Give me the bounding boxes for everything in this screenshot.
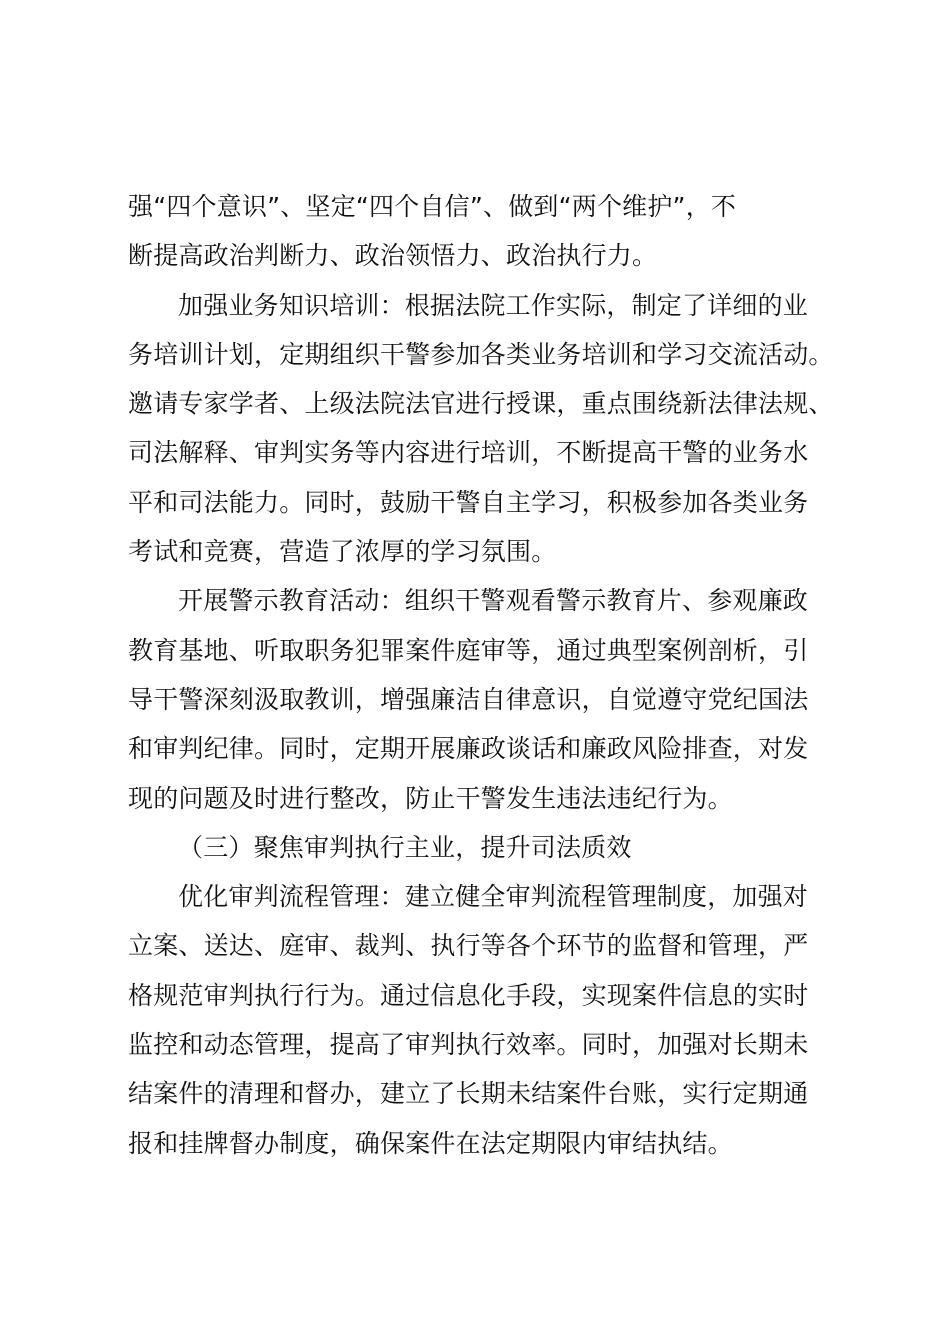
body-text (128, 182, 838, 1168)
text-line: 邀请专家学者、上级法院法官进行授课，重点围绕新法律法规、 (128, 389, 834, 419)
text-line: 结案件的清理和督办，建立了长期未结案件台账，实行定期通 (128, 1079, 809, 1109)
text-line: 报和挂牌督办制度，确保案件在法定期限内审结执结。 (128, 1128, 733, 1158)
text-line: 现的问题及时进行整改，防止干警发生违法违纪行为。 (128, 783, 733, 813)
paragraph-first-line: 加强业务知识培训：根据法院工作实际，制定了详细的业 (178, 290, 809, 320)
text-line: 考试和竞赛，营造了浓厚的学习氛围。 (128, 537, 557, 567)
text-line: 格规范审判执行行为。通过信息化手段，实现案件信息的实时 (128, 980, 809, 1010)
text-line: 和审判纪律。同时，定期开展廉政谈话和廉政风险排查，对发 (128, 734, 809, 764)
text-line: 强“四个意识”、坚定“四个自信”、做到“两个维护”，不 (128, 192, 737, 221)
section-heading: （三）聚焦审判执行主业，提升司法质效 (178, 832, 632, 862)
paragraph-first-line: 开展警示教育活动：组织干警观看警示教育片、参观廉政 (178, 586, 809, 616)
text-line: 平和司法能力。同时，鼓励干警自主学习，积极参加各类业务 (128, 487, 809, 517)
text-line: 断提高政治判断力、政治领悟力、政治执行力。 (128, 241, 658, 271)
text-line: 司法解释、审判实务等内容进行培训，不断提高干警的业务水 (128, 438, 809, 468)
text-line: 教育基地、听取职务犯罪案件庭审等，通过典型案例剖析，引 (128, 635, 809, 665)
text-line: 立案、送达、庭审、裁判、执行等各个环节的监督和管理，严 (128, 931, 809, 961)
text-line: 监控和动态管理，提高了审判执行效率。同时，加强对长期未 (128, 1030, 809, 1060)
text-line: 导干警深刻汲取教训，增强廉洁自律意识，自觉遵守党纪国法 (128, 684, 809, 714)
text-line: 务培训计划，定期组织干警参加各类业务培训和学习交流活动。 (128, 339, 834, 369)
paragraph-first-line: 优化审判流程管理：建立健全审判流程管理制度，加强对 (178, 882, 809, 912)
